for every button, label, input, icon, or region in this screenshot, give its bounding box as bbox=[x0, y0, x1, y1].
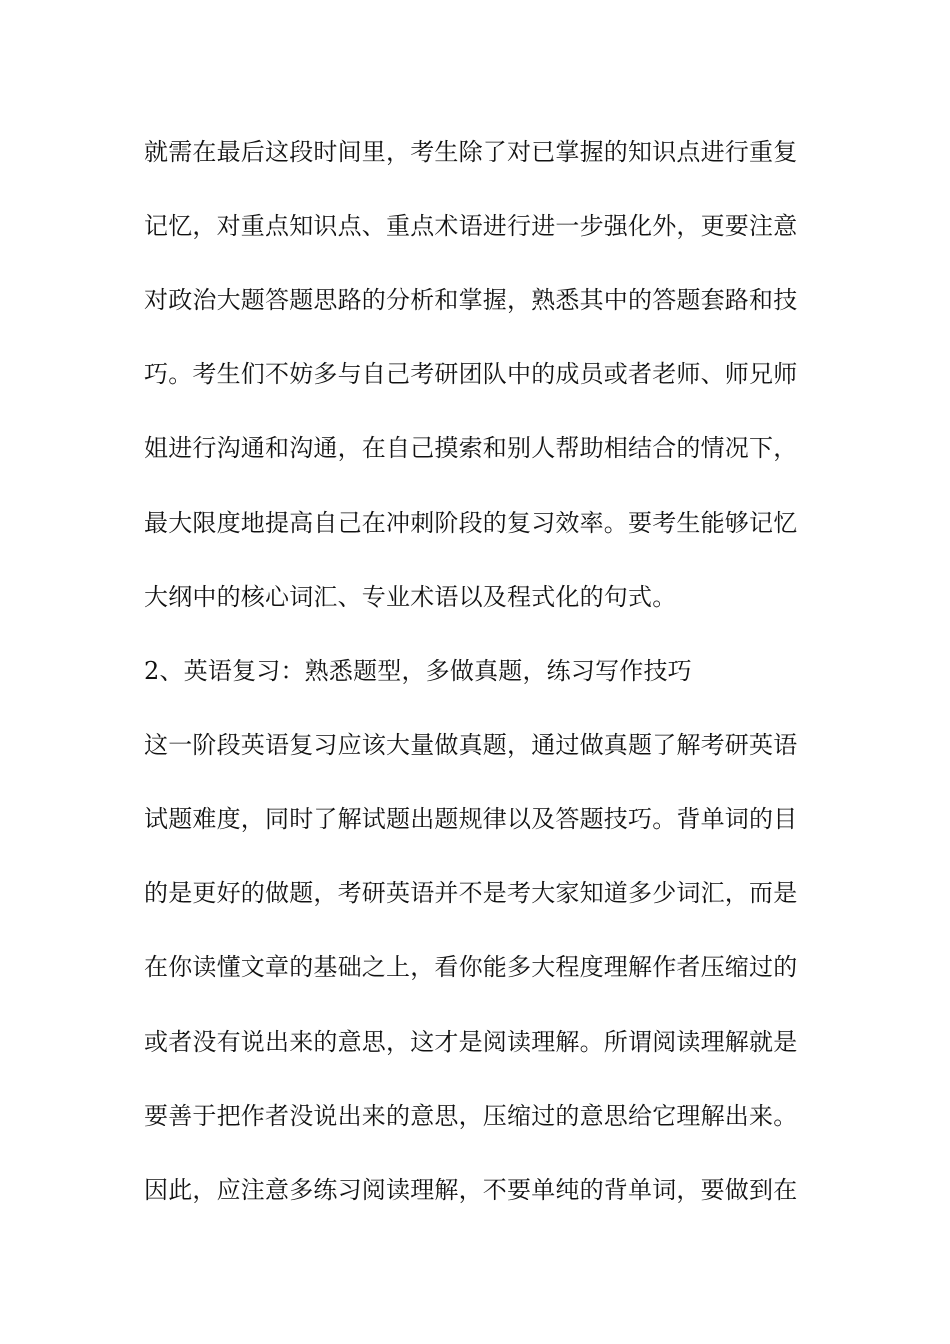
paragraph-line: 要善于把作者没说出来的意思，压缩过的意思给它理解出来。 bbox=[144, 1102, 798, 1130]
paragraph-line: 因此，应注意多练习阅读理解，不要单纯的背单词，要做到在 bbox=[144, 1176, 798, 1204]
paragraph-line: 记忆，对重点知识点、重点术语进行进一步强化外，更要注意 bbox=[144, 212, 798, 240]
paragraph-line: 在你读懂文章的基础之上，看你能多大程度理解作者压缩过的 bbox=[144, 953, 798, 981]
paragraph-line: 最大限度地提高自己在冲刺阶段的复习效率。要考生能够记忆 bbox=[144, 509, 798, 537]
section-heading: 2、英语复习：熟悉题型，多做真题，练习写作技巧 bbox=[144, 657, 692, 685]
paragraph-line: 这一阶段英语复习应该大量做真题，通过做真题了解考研英语 bbox=[144, 731, 798, 759]
paragraph-line: 试题难度，同时了解试题出题规律以及答题技巧。背单词的目 bbox=[144, 805, 798, 833]
paragraph-line: 的是更好的做题，考研英语并不是考大家知道多少词汇，而是 bbox=[144, 879, 798, 907]
paragraph-line: 或者没有说出来的意思，这才是阅读理解。所谓阅读理解就是 bbox=[144, 1028, 798, 1056]
paragraph-line: 姐进行沟通和沟通，在自己摸索和别人帮助相结合的情况下， bbox=[144, 434, 798, 462]
paragraph-line: 巧。考生们不妨多与自己考研团队中的成员或者老师、师兄师 bbox=[144, 360, 798, 388]
paragraph-line: 就需在最后这段时间里，考生除了对已掌握的知识点进行重复 bbox=[144, 138, 798, 166]
paragraph-line: 对政治大题答题思路的分析和掌握，熟悉其中的答题套路和技 bbox=[144, 286, 798, 314]
paragraph-line: 大纲中的核心词汇、专业术语以及程式化的句式。 bbox=[144, 583, 677, 611]
